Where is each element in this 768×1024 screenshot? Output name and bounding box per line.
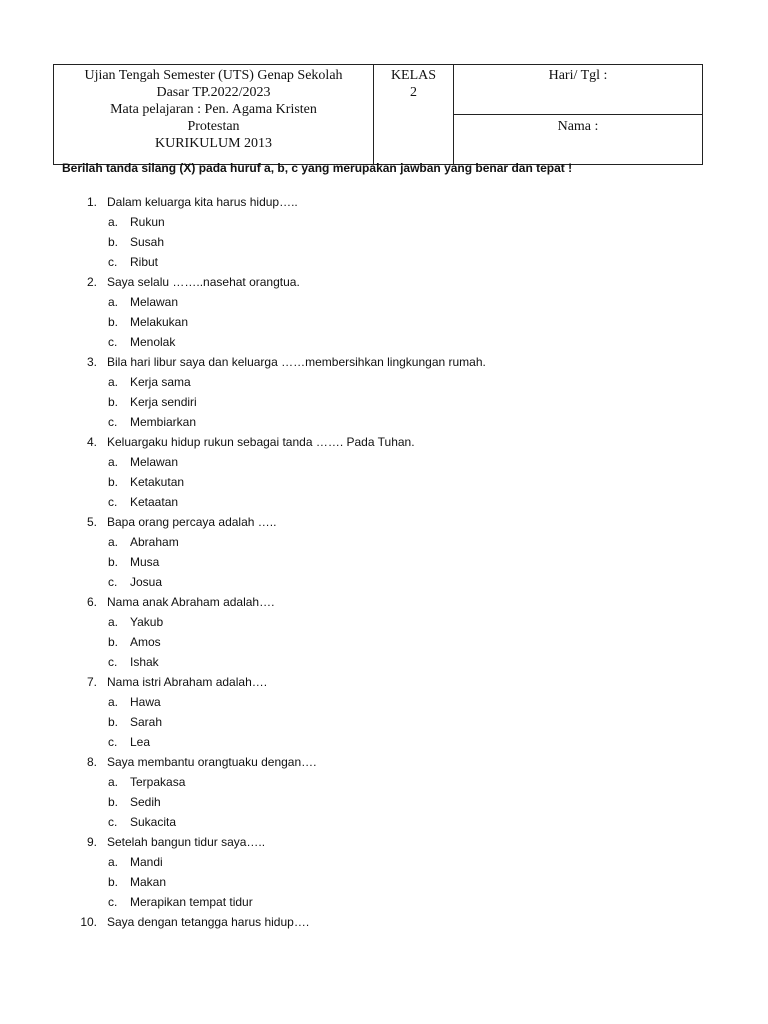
question-text: Bila hari libur saya dan keluarga ……membersihkan lingkungan rumah.: [107, 355, 486, 369]
option-letter: b.: [108, 475, 119, 489]
option-text: Amos: [130, 635, 161, 649]
option-text: Kerja sendiri: [130, 395, 197, 409]
question-text: Keluargaku hidup rukun sebagai tanda ……. Pada Tuhan.: [107, 435, 415, 449]
question-number: 6.: [86, 595, 97, 609]
option-text: Yakub: [130, 615, 164, 629]
option-letter: b.: [108, 635, 119, 649]
exam-header-table: [53, 64, 703, 165]
option-text: Abraham: [130, 535, 179, 549]
option-letter: a.: [108, 295, 119, 309]
option-letter: a.: [108, 615, 119, 629]
question-text: Nama istri Abraham adalah….: [107, 675, 268, 689]
option-text: Sukacita: [130, 815, 177, 829]
question-text: Saya selalu ……..nasehat orangtua.: [107, 275, 300, 289]
option-text: Susah: [130, 235, 165, 249]
option-letter: c.: [108, 335, 118, 349]
option-letter: b.: [108, 555, 119, 569]
exam-title-line-1: Ujian Tengah Semester (UTS) Genap Sekolah: [84, 68, 343, 83]
option-text: Sarah: [130, 715, 163, 729]
option-letter: a.: [108, 695, 119, 709]
option-text: Ribut: [130, 255, 159, 269]
option-text: Ishak: [130, 655, 159, 669]
option-letter: c.: [108, 415, 118, 429]
exam-title-cell: [54, 65, 374, 165]
option-letter: b.: [108, 235, 119, 249]
question-number: 9.: [86, 835, 97, 849]
question-number: 3.: [86, 355, 97, 369]
question-number: 7.: [86, 675, 97, 689]
option-letter: a.: [108, 855, 119, 869]
option-text: Lea: [130, 735, 151, 749]
option-letter: b.: [108, 795, 119, 809]
nama-cell[interactable]: [454, 115, 703, 165]
instruction-text: Berilah tanda silang (X) pada huruf a, b, c yang merupakan jawban yang benar dan tepat !: [62, 161, 573, 175]
exam-title-line-4: Protestan: [187, 119, 240, 134]
option-text: Josua: [130, 575, 163, 589]
question-number: 5.: [86, 515, 97, 529]
option-text: Rukun: [130, 215, 165, 229]
question-number: 1.: [86, 195, 97, 209]
question-text: Nama anak Abraham adalah….: [107, 595, 275, 609]
option-text: Makan: [130, 875, 167, 889]
question-text: Saya membantu orangtuaku dengan….: [107, 755, 317, 769]
hari-tgl-label: Hari/ Tgl :: [548, 68, 608, 83]
option-letter: a.: [108, 375, 119, 389]
option-text: Terpakasa: [130, 775, 186, 789]
option-letter: a.: [108, 215, 119, 229]
question-text: Dalam keluarga kita harus hidup…..: [107, 195, 298, 209]
option-text: Menolak: [130, 335, 176, 349]
option-text: Melawan: [130, 455, 179, 469]
option-letter: a.: [108, 455, 119, 469]
option-letter: c.: [108, 735, 118, 749]
option-text: Merapikan tempat tidur: [130, 895, 253, 909]
option-letter: c.: [108, 895, 118, 909]
option-letter: c.: [108, 575, 118, 589]
option-letter: c.: [108, 495, 118, 509]
option-text: Sedih: [130, 795, 161, 809]
question-text: Bapa orang percaya adalah …..: [107, 515, 277, 529]
option-letter: b.: [108, 315, 119, 329]
question-number: 10.: [80, 915, 97, 929]
option-letter: b.: [108, 875, 119, 889]
option-text: Kerja sama: [130, 375, 191, 389]
hari-tgl-cell[interactable]: [454, 65, 703, 115]
option-letter: a.: [108, 775, 119, 789]
question-text: Setelah bangun tidur saya…..: [107, 835, 266, 849]
option-text: Musa: [130, 555, 160, 569]
kelas-value: 2: [410, 85, 417, 100]
question-number: 4.: [86, 435, 97, 449]
option-letter: a.: [108, 535, 119, 549]
question-number: 2.: [86, 275, 97, 289]
option-text: Melawan: [130, 295, 179, 309]
exam-title-line-5: KURIKULUM 2013: [154, 136, 273, 151]
question-text: Saya dengan tetangga harus hidup….: [107, 915, 310, 929]
kelas-label: KELAS: [390, 68, 437, 83]
kelas-cell: [374, 65, 454, 165]
option-text: Ketaatan: [130, 495, 179, 509]
exam-title-line-2: Dasar TP.2022/2023: [156, 85, 271, 100]
option-text: Ketakutan: [130, 475, 185, 489]
question-number: 8.: [86, 755, 97, 769]
exam-title-line-3: Mata pelajaran : Pen. Agama Kristen: [110, 102, 317, 117]
nama-label: Nama :: [557, 119, 599, 134]
option-text: Melakukan: [130, 315, 189, 329]
option-letter: c.: [108, 255, 118, 269]
option-text: Hawa: [130, 695, 161, 709]
option-text: Mandi: [130, 855, 163, 869]
option-text: Membiarkan: [130, 415, 197, 429]
option-letter: b.: [108, 395, 119, 409]
option-letter: b.: [108, 715, 119, 729]
option-letter: c.: [108, 655, 118, 669]
option-letter: c.: [108, 815, 118, 829]
